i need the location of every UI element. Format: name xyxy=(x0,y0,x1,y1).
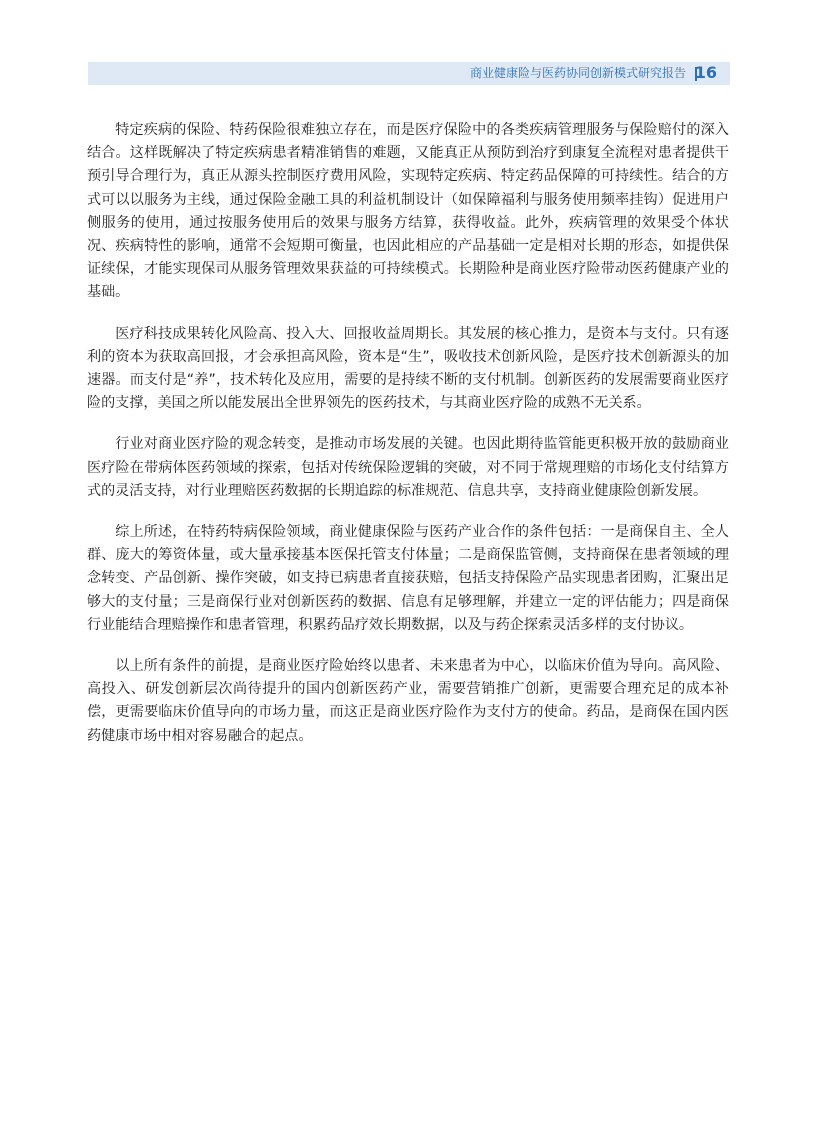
paragraph: 行业对商业医疗险的观念转变，是推动市场发展的关键。也因此期待监管能更积极开放的鼓励商业医疗险在带病体医药领域的探索，包括对传统保险逻辑的突破，对不同于常规理赔的市场化支付结算方式的灵活支持，对行业理赔医药数据的长期追踪的标准规范、信息共享，支持商业健康险创新发展。 xyxy=(87,436,729,499)
page-header xyxy=(88,62,730,85)
paragraph: 以上所有条件的前提，是商业医疗险始终以患者、未来患者为中心，以临床价值为导向。高风险、高投入、研发创新层次尚待提升的国内创新医药产业，需要营销推广创新，更需要合理充足的成本补偿，更需要临床价值导向的市场力量，而这正是商业医疗险作为支付方的使命。药品，是商保在国内医药健康市场中相对容易融合的起点。 xyxy=(87,658,729,744)
report-title: 商业健康险与医药协同创新模式研究报告 xyxy=(469,66,686,80)
paragraph: 综上所述，在特药特病保险领域，商业健康保险与医药产业合作的条件包括：一是商保自主、全人群、庞大的筹资体量，或大量承接基本医保托管支付体量；二是商保监管侧，支持商保在患者领域的理念转变、产品创新、操作突破，如支持已病患者直接获赔，包括支持保险产品实现患者团购，汇聚出足够大的支付量；三是商保行业对创新医药的数据、信息有足够理解，并建立一定的评估能力；四是商保行业能结合理赔操作和患者管理，积累药品疗效长期数据，以及与药企探索灵活多样的支付协议。 xyxy=(87,524,729,633)
paragraph: 医疗科技成果转化风险高、投入大、回报收益周期长。其发展的核心推力，是资本与支付。只有逐利的资本为获取高回报，才会承担高风险，资本是“生”，吸收技术创新风险，是医疗技术创新源头的加速器。而支付是“养”，技术转化及应用，需要的是持续不断的支付机制。创新医药的发展需要商业医疗险的支撑，美国之所以能发展出全世界领先的医药技术，与其商业医疗险的成熟不无关系。 xyxy=(87,325,729,412)
body-text xyxy=(87,119,729,766)
page-number: 16 xyxy=(694,63,717,82)
paragraph: 特定疾病的保险、特药保险很难独立存在，而是医疗保险中的各类疾病管理服务与保险赔付的深入结合。这样既解决了特定疾病患者精准销售的难题，又能真正从预防到治疗到康复全流程对患者提供干预引导合理行为，真正从源头控制医疗费用风险，实现特定疾病、特定药品保障的可持续性。结合的方式可以以服务为主线，通过保险金融工具的利益机制设计（如保障福利与服务使用频率挂钩）促进用户侧服务的使用，通过按服务使用后的效果与服务方结算，获得收益。此外，疾病管理的效果受个体状况、疾病特性的影响，通常不会短期可衡量，也因此相应的产品基础一定是相对长期的形态，如提供保证续保，才能实现保司从服务管理效果获益的可持续模式。长期险种是商业医疗险带动医药健康产业的基础。 xyxy=(87,122,729,301)
